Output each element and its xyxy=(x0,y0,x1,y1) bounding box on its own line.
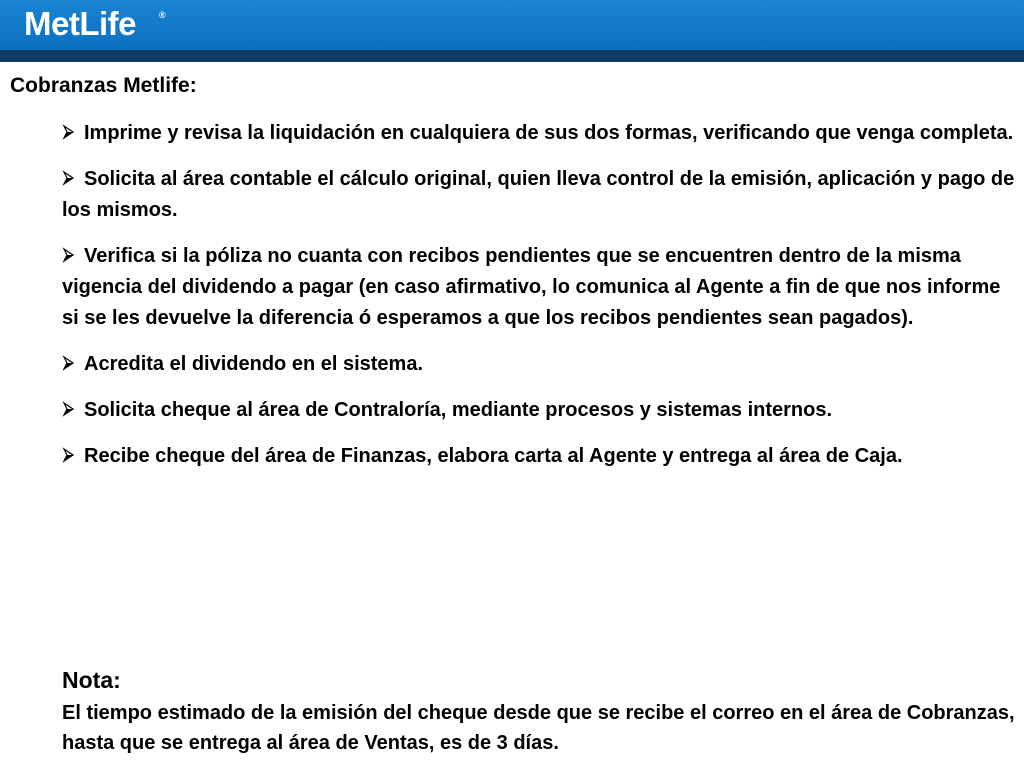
arrow-bullet-icon xyxy=(62,124,76,140)
header-stripe xyxy=(0,50,1024,62)
bullet-text: Recibe cheque del área de Finanzas, elabora carta al Agente y entrega al área de Caja. xyxy=(84,445,903,467)
note-body: El tiempo estimado de la emisión del cheque desde que se recibe el correo en el área de Cobranzas, hasta que se entrega al área de Ventas, es de 3 días. xyxy=(62,702,1015,754)
arrow-bullet-icon xyxy=(62,355,76,371)
arrow-bullet-icon xyxy=(62,401,76,417)
bullet-text: Imprime y revisa la liquidación en cualquiera de sus dos formas, verificando que venga completa. xyxy=(84,122,1014,144)
bullet-text: Solicita al área contable el cálculo original, quien lleva control de la emisión, aplicación y pago de los mismos. xyxy=(62,168,1015,221)
bullet-text: Solicita cheque al área de Contraloría, mediante procesos y sistemas internos. xyxy=(84,399,833,421)
list-item xyxy=(62,164,1017,226)
list-item xyxy=(62,441,1017,472)
note-title: Nota: xyxy=(62,667,121,693)
arrow-bullet-icon xyxy=(62,247,76,263)
section-title: Cobranzas Metlife: xyxy=(10,74,197,97)
arrow-bullet-icon xyxy=(62,447,76,463)
list-item xyxy=(62,241,1017,334)
list-item xyxy=(62,349,1017,380)
metlife-logo: MetLife xyxy=(24,5,136,42)
list-item xyxy=(62,395,1017,426)
header-bar xyxy=(0,0,1024,50)
bullet-text: Verifica si la póliza no cuanta con recibos pendientes que se encuentren dentro de la misma vigencia del dividendo a pagar (en caso afirmativo, lo comunica al Agente a fin de que nos informe si se les devuelve la diferencia ó esperamos a que los recibos pendientes sean pagados). xyxy=(62,245,1001,329)
registered-mark: ® xyxy=(159,10,166,20)
bullet-list xyxy=(62,118,1017,487)
arrow-bullet-icon xyxy=(62,170,76,186)
list-item xyxy=(62,118,1017,149)
bullet-text: Acredita el dividendo en el sistema. xyxy=(84,353,424,375)
